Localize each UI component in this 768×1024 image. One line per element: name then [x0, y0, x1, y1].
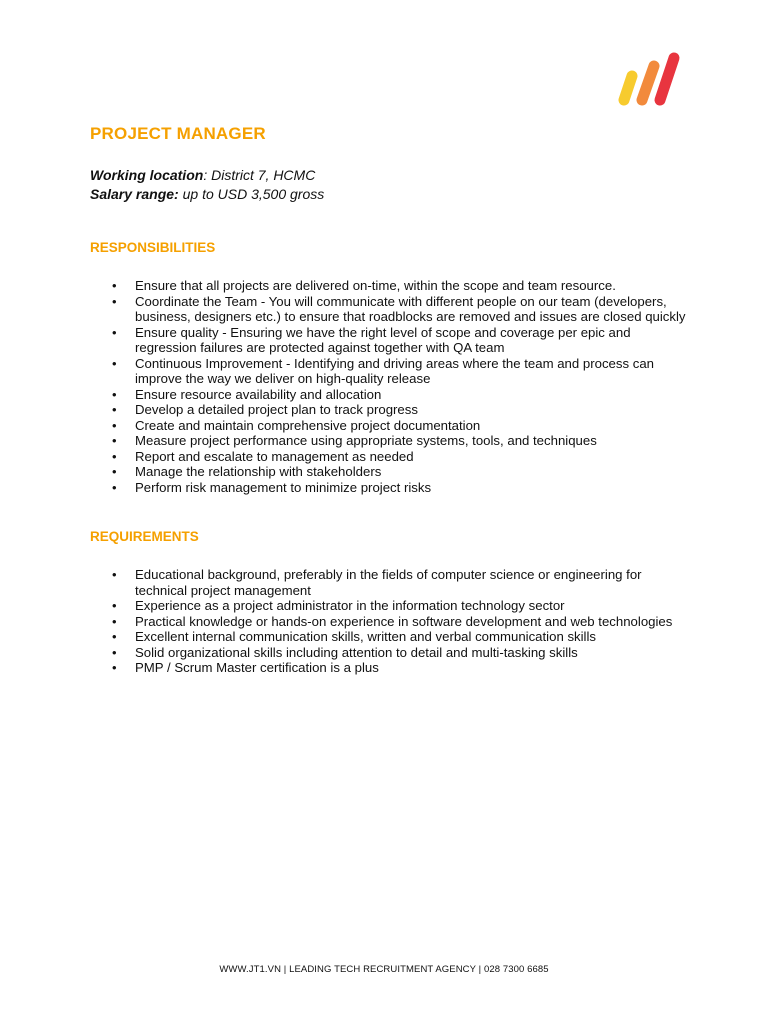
- location-line: [90, 166, 324, 185]
- requirements-list: [90, 567, 690, 676]
- responsibilities-heading: RESPONSIBILITIES: [90, 240, 216, 255]
- salary-label: Salary range:: [90, 186, 179, 202]
- list-item: • PMP / Scrum Master certification is a plus: [90, 660, 690, 676]
- company-logo-icon: [614, 50, 684, 110]
- responsibilities-list: [90, 278, 690, 495]
- page-footer: WWW.JT1.VN | LEADING TECH RECRUITMENT AGENCY | 028 7300 6685: [219, 964, 549, 975]
- job-title: PROJECT MANAGER: [90, 124, 266, 143]
- location-label: Working location: [90, 167, 204, 183]
- list-item: • Report and escalate to management as needed: [90, 449, 690, 465]
- list-item: • Excellent internal communication skills, written and verbal communication skills: [90, 629, 690, 645]
- salary-line: [90, 185, 324, 204]
- list-item: • Create and maintain comprehensive project documentation: [90, 418, 690, 434]
- list-item: • Solid organizational skills including attention to detail and multi-tasking skills: [90, 645, 690, 661]
- list-item: • Ensure resource availability and allocation: [90, 387, 690, 403]
- list-item: • Coordinate the Team - You will communicate with different people on our team (developers, business, designers etc.) to ensure that roadblocks are removed and issues are closed quickly: [90, 294, 690, 325]
- list-item: • Ensure that all projects are delivered on-time, within the scope and team resource.: [90, 278, 690, 294]
- location-value: : District 7, HCMC: [203, 167, 316, 183]
- list-item: • Perform risk management to minimize project risks: [90, 480, 690, 496]
- job-meta: [90, 166, 324, 204]
- salary-value: up to USD 3,500 gross: [178, 186, 325, 202]
- list-item: • Practical knowledge or hands-on experience in software development and web technologies: [90, 614, 690, 630]
- list-item: • Educational background, preferably in the fields of computer science or engineering for technical project management: [90, 567, 690, 598]
- list-item: • Develop a detailed project plan to track progress: [90, 402, 690, 418]
- requirements-heading: REQUIREMENTS: [90, 529, 199, 544]
- list-item: • Continuous Improvement - Identifying and driving areas where the team and process can improve the way we deliver on high-quality release: [90, 356, 690, 387]
- list-item: • Experience as a project administrator in the information technology sector: [90, 598, 690, 614]
- list-item: • Ensure quality - Ensuring we have the right level of scope and coverage per epic and regression failures are protected against together with QA team: [90, 325, 690, 356]
- list-item: • Measure project performance using appropriate systems, tools, and techniques: [90, 433, 690, 449]
- list-item: • Manage the relationship with stakeholders: [90, 464, 690, 480]
